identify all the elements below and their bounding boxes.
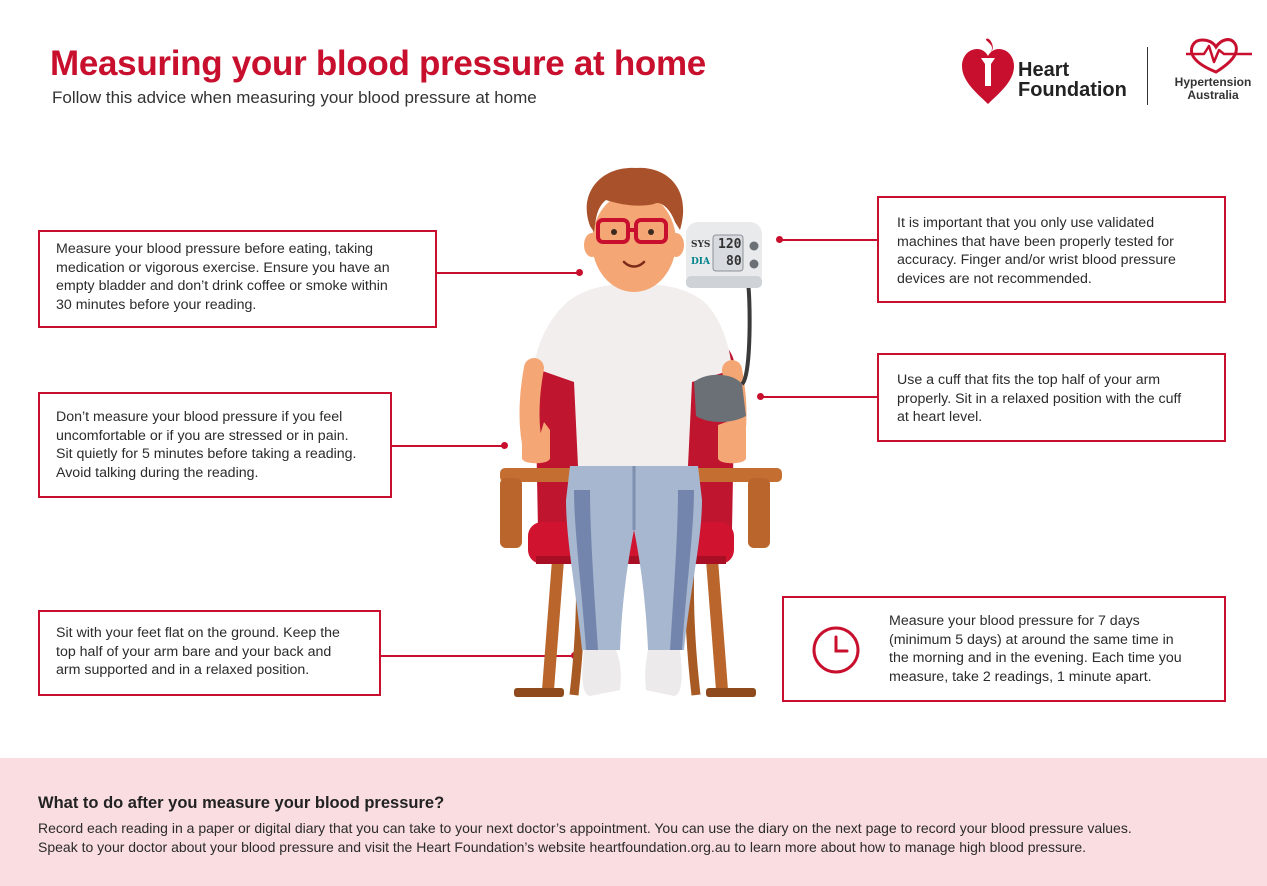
page-title: Measuring your blood pressure at home (50, 44, 706, 83)
tip-validated-machine (877, 196, 1226, 303)
monitor-dia-value: 80 (726, 254, 742, 269)
page-subtitle: Follow this advice when measuring your blood pressure at home (52, 88, 537, 107)
tip-timing (782, 596, 1226, 702)
tip-cuff (877, 353, 1226, 442)
tip-text: Measure your blood pressure before eating, taking medication or vigorous exercise. Ensure you have an empty bladder and don’t drink coffee or smoke within 30 minutes before your reading. (56, 241, 390, 313)
monitor-sys-label: SYS (691, 240, 711, 250)
heart-pulse-icon (1184, 34, 1254, 74)
tip-text: It is important that you only use validated machines that have been properly tested for accuracy. Finger and/or wrist blood pressure devices are not recommended. (897, 215, 1176, 287)
tip-text: Sit with your feet flat on the ground. Keep the top half of your arm bare and your back and arm supported and in a relaxed position. (56, 625, 340, 678)
tip-posture (38, 610, 381, 696)
monitor-sys-value: 120 (718, 237, 742, 252)
footer-body: Record each reading in a paper or digital diary that you can take to your next doctor’s appointment. You can use the diary on the next page to record your blood pressure values. Speak to your doctor about your blood pressure and visit the Heart Foundation’s website heartfoundation.org.au to learn more about how to manage high blood pressure. (38, 820, 1132, 855)
tip-text: Use a cuff that fits the top half of your arm properly. Sit in a relaxed position with the cuff at heart level. (897, 372, 1182, 425)
person-illustration (470, 160, 800, 710)
tip-before-reading (38, 230, 437, 328)
clock-icon (810, 624, 862, 676)
tip-text: Measure your blood pressure for 7 days (minimum 5 days) at around the same time in the morning and in the evening. Each time you measure, take 2 readings, 1 minute apart. (889, 613, 1182, 685)
footer-heading: What to do after you measure your blood pressure? (38, 794, 445, 812)
monitor-dia-label: DIA (691, 257, 710, 267)
tip-text: Don’t measure your blood pressure if you feel uncomfortable or if you are stressed or in pain. Sit quietly for 5 minutes before taking a reading. Avoid talking during the reading. (56, 409, 357, 481)
hypertension-australia-logo (1160, 34, 1260, 106)
heart-foundation-logo (960, 36, 1135, 106)
heart-foundation-name: Heart Foundation (1018, 59, 1127, 101)
heart-torch-icon (960, 36, 1016, 106)
tip-relax (38, 392, 392, 498)
seated-person-graphic (470, 160, 800, 710)
logo-divider (1147, 47, 1148, 105)
footer-advice (0, 758, 1267, 886)
hypertension-australia-name: Hypertension Australia (1174, 75, 1252, 102)
